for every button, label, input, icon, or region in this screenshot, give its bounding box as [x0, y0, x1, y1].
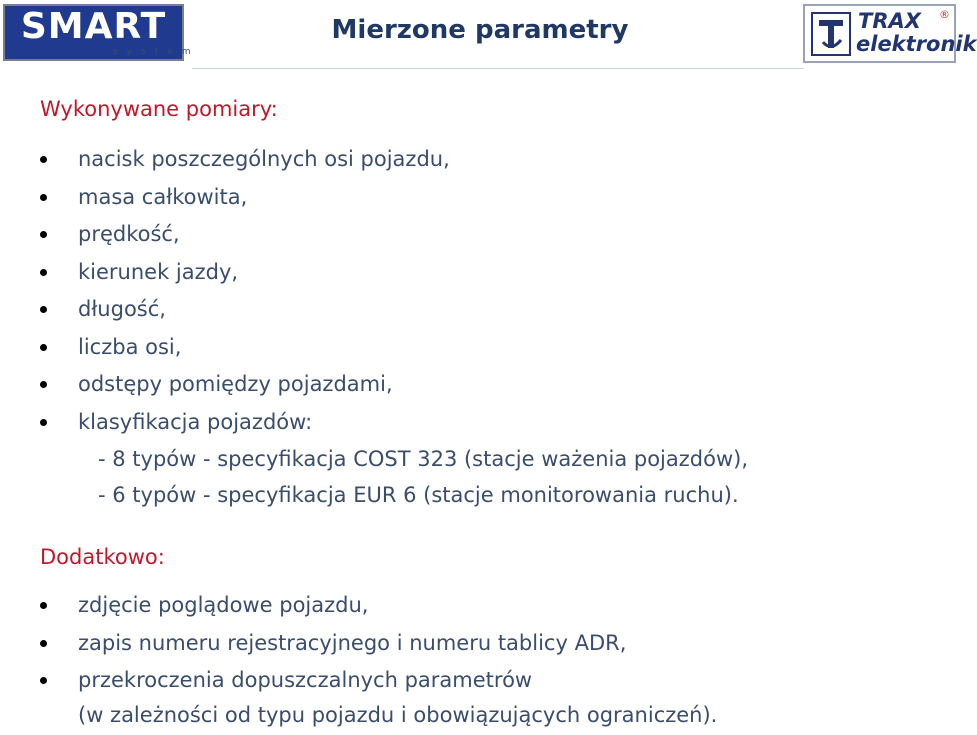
list-item: zapis numeru rejestracyjnego i numeru tablicy ADR,	[40, 625, 626, 663]
bullet-icon	[40, 677, 47, 684]
smart-system-logo	[3, 4, 200, 61]
logo-line1: TRAX	[858, 9, 921, 33]
list-item: nacisk poszczególnych osi pojazdu,	[40, 141, 450, 179]
list-item-continuation: (w zależności od typu pojazdu i obowiązujących ograniczeń).	[78, 703, 718, 727]
page-title: Mierzone parametry	[331, 15, 629, 45]
section-heading-measurements: Wykonywane pomiary:	[40, 97, 278, 121]
bullet-icon	[40, 156, 47, 163]
list-item: zdjęcie poglądowe pojazdu,	[40, 587, 626, 625]
logo-line2: elektronik	[856, 32, 977, 56]
bullet-icon	[40, 231, 47, 238]
bullet-icon	[40, 306, 47, 313]
registered-mark: ®	[939, 8, 950, 21]
bullet-icon	[40, 344, 47, 351]
classification-sub-item: - 6 typów - specyfikacja EUR 6 (stacje monitorowania ruchu).	[98, 483, 739, 507]
list-item: klasyfikacja pojazdów:	[40, 404, 450, 442]
trax-elektronik-logo	[803, 4, 977, 63]
bullet-icon	[40, 381, 47, 388]
additional-list	[40, 587, 626, 700]
bullet-icon	[40, 269, 47, 276]
bullet-icon	[40, 602, 47, 609]
logo-subword: system	[113, 47, 200, 57]
measurements-list	[40, 141, 450, 441]
trax-mark-icon	[811, 12, 851, 56]
list-item: kierunek jazdy,	[40, 254, 450, 292]
bullet-icon	[40, 194, 47, 201]
bullet-icon	[40, 419, 47, 426]
logo-word: SMART	[20, 6, 167, 47]
classification-sub-item: - 8 typów - specyfikacja COST 323 (stacje ważenia pojazdów),	[98, 447, 749, 471]
list-item: prędkość,	[40, 216, 450, 254]
list-item: przekroczenia dopuszczalnych parametrów	[40, 662, 626, 700]
list-item: masa całkowita,	[40, 179, 450, 217]
bullet-icon	[40, 640, 47, 647]
section-heading-additional: Dodatkowo:	[40, 545, 165, 569]
list-item: odstępy pomiędzy pojazdami,	[40, 366, 450, 404]
list-item: długość,	[40, 291, 450, 329]
header-divider	[192, 68, 804, 69]
list-item: liczba osi,	[40, 329, 450, 367]
